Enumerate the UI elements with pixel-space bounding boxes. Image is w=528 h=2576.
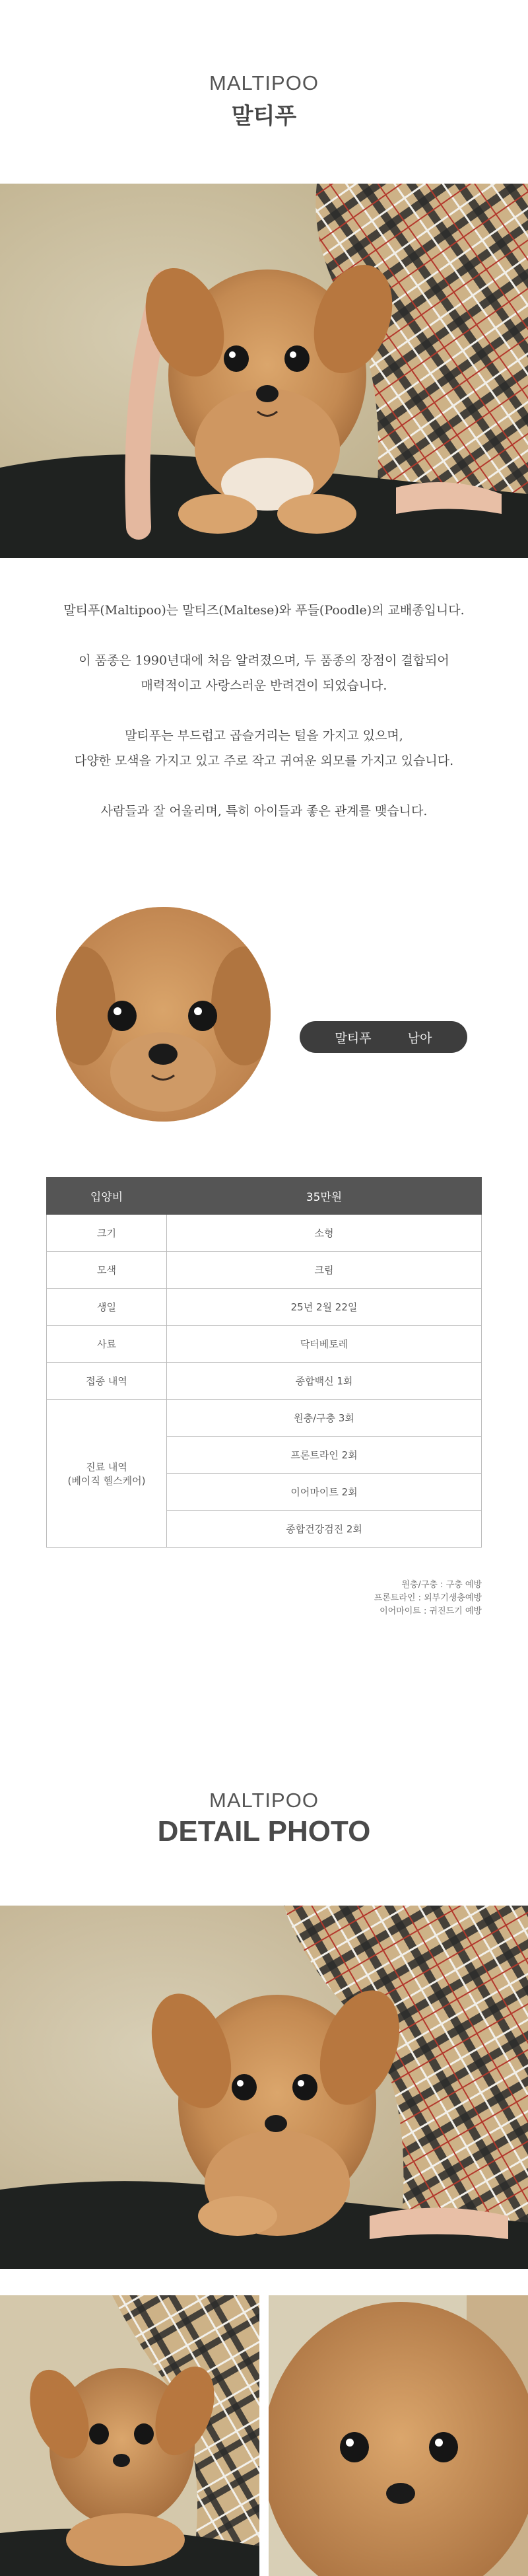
- care-sublabel: (베이직 헬스케어): [67, 1474, 146, 1487]
- row-label: 사료: [47, 1326, 167, 1363]
- adoption-fee-value: 35만원: [167, 1178, 482, 1215]
- intro-paragraph: [0, 799, 528, 824]
- table-row: [47, 1215, 482, 1252]
- detail-photo-right: [269, 2295, 528, 2576]
- care-value: 프론트라인 2회: [167, 1437, 482, 1474]
- intro-line: 말티푸(Maltipoo)는 말티즈(Maltese)와 푸들(Poodle)의 교배종입니다.: [63, 603, 465, 618]
- table-row: [47, 1252, 482, 1289]
- detail-photo-header: [0, 1789, 528, 1848]
- header-korean-title: 말티푸: [231, 103, 297, 129]
- care-history-label: [47, 1400, 167, 1548]
- intro-line: 매력적이고 사랑스러운 반려견이 되었습니다.: [141, 678, 387, 693]
- main-puppy-photo: [0, 184, 528, 558]
- table-header-row: [47, 1178, 482, 1215]
- row-value: 종합백신 1회: [167, 1363, 482, 1400]
- detail-photo-left: [0, 2295, 259, 2576]
- footnote: 프론트라인 : 외부기생충예방: [374, 1593, 482, 1603]
- adoption-fee-label: 입양비: [47, 1178, 167, 1215]
- intro-paragraph: [0, 723, 528, 773]
- header-english-title: MALTIPOO: [209, 71, 319, 94]
- breed-label: 말티푸: [335, 1030, 372, 1046]
- table-row: [47, 1363, 482, 1400]
- detail-english-subtitle: MALTIPOO: [209, 1789, 319, 1812]
- care-label: 진료 내역: [86, 1460, 127, 1473]
- table-row: [47, 1326, 482, 1363]
- row-value: 25년 2월 22일: [167, 1289, 482, 1326]
- row-label: 크기: [47, 1215, 167, 1252]
- intro-line: 말티푸는 부드럽고 곱슬거리는 털을 가지고 있으며,: [125, 729, 403, 743]
- intro-line: 사람들과 잘 어울리며, 특히 아이들과 좋은 관계를 맺습니다.: [100, 804, 428, 818]
- row-label: 생일: [47, 1289, 167, 1326]
- row-label: 접종 내역: [47, 1363, 167, 1400]
- care-value: 원충/구충 3회: [167, 1400, 482, 1437]
- table-row: [47, 1289, 482, 1326]
- intro-line: 다양한 모색을 가지고 있고 주로 작고 귀여운 외모를 가지고 있습니다.: [74, 754, 454, 768]
- row-value: 크림: [167, 1252, 482, 1289]
- intro-paragraph: [0, 598, 528, 623]
- row-value: 소형: [167, 1215, 482, 1252]
- intro-line: 이 품종은 1990년대에 처음 알려졌으며, 두 품종의 장점이 결합되어: [79, 653, 449, 668]
- footnote: 이어마이트 : 귀진드기 예방: [380, 1606, 482, 1616]
- table-row: [47, 1400, 482, 1437]
- row-label: 모색: [47, 1252, 167, 1289]
- footnote: 원충/구충 : 구충 예방: [401, 1580, 482, 1590]
- intro-text: [0, 598, 528, 824]
- sex-label: 남아: [407, 1030, 432, 1046]
- care-value: 종합건강검진 2회: [167, 1511, 482, 1548]
- detail-puppy-photo: [0, 1906, 528, 2269]
- detail-title: DETAIL PHOTO: [157, 1815, 371, 1847]
- row-value: 닥터베토레: [167, 1326, 482, 1363]
- intro-paragraph: [0, 648, 528, 698]
- section-header: [0, 71, 528, 130]
- breed-sex-badge: [300, 1021, 467, 1053]
- table-footnotes: [374, 1579, 482, 1618]
- pet-info-table: [46, 1177, 482, 1548]
- care-value: 이어마이트 2회: [167, 1474, 482, 1511]
- puppy-portrait-circle: [56, 907, 271, 1122]
